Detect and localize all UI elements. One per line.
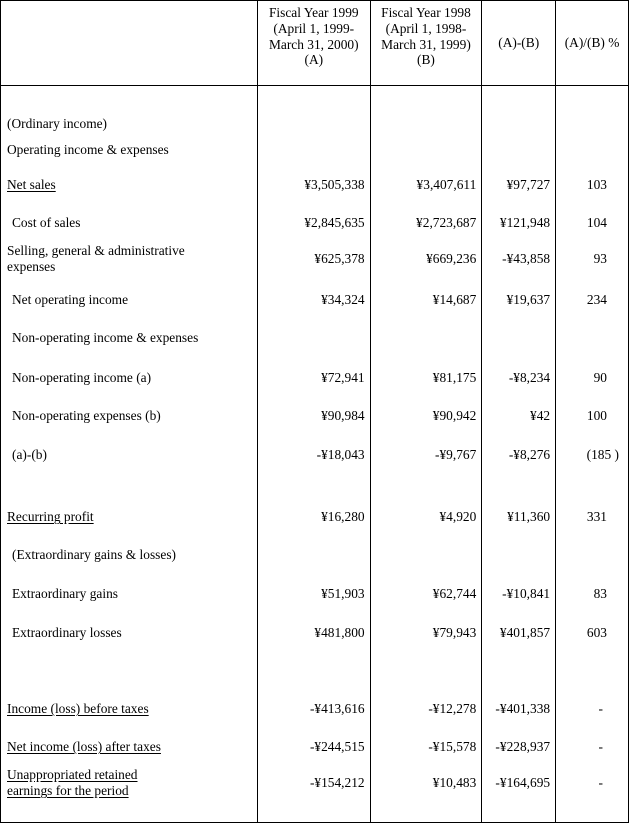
fy1998-value: -¥9,767	[435, 447, 477, 463]
fy1999-column	[257, 86, 370, 823]
difference-value: -¥43,858	[502, 251, 551, 267]
ratio-value: 100	[586, 408, 607, 424]
row-label-text: Selling, general & administrative	[7, 243, 185, 259]
difference-value: ¥401,857	[499, 625, 551, 641]
fy1998-value: ¥4,920	[439, 509, 477, 525]
row-label-text: Non-operating income & expenses	[12, 330, 199, 346]
row-label-text: expenses	[7, 258, 56, 274]
header-row	[1, 1, 629, 86]
header-fy1999: Fiscal Year 1999 (April 1, 1999- March 31, 2000) (A)	[257, 1, 370, 86]
ratio-value: (185 )	[586, 447, 619, 463]
ratio-value: 93	[593, 251, 607, 267]
ratio-value: 331	[586, 509, 607, 525]
ratio-value: 103	[586, 177, 607, 193]
fy1998-value: ¥81,175	[432, 370, 477, 386]
row-label	[7, 243, 253, 275]
fy1999-value: ¥90,984	[321, 408, 365, 424]
row-label	[7, 767, 253, 799]
difference-value: ¥42	[530, 408, 551, 424]
row-label	[12, 586, 253, 602]
difference-value: ¥11,360	[507, 509, 551, 525]
difference-value: ¥97,727	[506, 177, 551, 193]
fy1999-value: ¥481,800	[314, 625, 365, 641]
fy1999-value: ¥34,324	[321, 292, 365, 308]
fy1999-value: -¥18,043	[316, 447, 365, 463]
fy1998-value: ¥669,236	[426, 251, 477, 267]
fy1998-value: ¥10,483	[432, 775, 477, 791]
row-label	[12, 292, 253, 308]
ratio-value: -	[598, 701, 603, 717]
fy1999-value: ¥625,378	[314, 251, 365, 267]
row-label-text: earnings for the period	[7, 782, 129, 798]
fy1998-value: ¥62,744	[432, 586, 477, 602]
fy1998-value: -¥12,278	[428, 701, 477, 717]
difference-value: ¥19,637	[506, 292, 551, 308]
fy1998-value: ¥79,943	[432, 625, 477, 641]
fy1998-value: ¥90,942	[432, 408, 477, 424]
header-fy1998: Fiscal Year 1998 (April 1, 1998- March 31, 1999) (B)	[370, 1, 482, 86]
fy1999-value: ¥16,280	[321, 509, 365, 525]
difference-value: -¥10,841	[502, 586, 551, 602]
row-label	[7, 701, 253, 717]
fy1999-value: ¥51,903	[321, 586, 365, 602]
row-label-text: Net income (loss) after taxes	[7, 739, 161, 755]
ratio-value: -	[598, 739, 603, 755]
row-label	[12, 215, 253, 231]
difference-value: -¥228,937	[495, 739, 551, 755]
row-label-text: (Extraordinary gains & losses)	[12, 547, 176, 563]
ratio-value: 90	[593, 370, 607, 386]
row-label	[12, 547, 253, 563]
ratio-value: -	[598, 775, 603, 791]
ratio-value: 234	[586, 292, 607, 308]
header-blank-cell	[1, 1, 258, 86]
fy1998-value: ¥2,723,687	[416, 215, 477, 231]
row-label	[7, 177, 253, 193]
row-label-text: Operating income & expenses	[7, 142, 169, 158]
row-label-text: Non-operating income (a)	[12, 370, 152, 386]
difference-value: -¥401,338	[495, 701, 551, 717]
row-label-text: Extraordinary losses	[12, 625, 122, 641]
ratio-value: 83	[593, 586, 607, 602]
row-label-text: (Ordinary income)	[7, 116, 108, 132]
fy1999-value: ¥2,845,635	[304, 215, 365, 231]
row-label	[12, 330, 253, 346]
difference-value: -¥8,234	[508, 370, 551, 386]
row-label-text: Unappropriated retained	[7, 767, 138, 783]
ratio-value: 603	[586, 625, 607, 641]
fy1999-value: ¥72,941	[321, 370, 365, 386]
label-column	[1, 86, 258, 823]
row-label	[12, 408, 253, 424]
fy1998-value: ¥14,687	[432, 292, 477, 308]
header-difference: (A)-(B)	[482, 1, 556, 86]
difference-column	[482, 86, 556, 823]
fy1999-value: -¥244,515	[309, 739, 365, 755]
header-ratio: (A)/(B) %	[556, 1, 629, 86]
row-label	[7, 116, 253, 132]
row-label	[7, 509, 253, 525]
body-row	[1, 86, 629, 823]
row-label-text: Cost of sales	[12, 215, 81, 231]
row-label-text: (a)-(b)	[12, 447, 47, 463]
row-label-text: Recurring profit	[7, 509, 94, 525]
fy1999-value: -¥154,212	[309, 775, 365, 791]
difference-value: ¥121,948	[499, 215, 551, 231]
row-label	[12, 625, 253, 641]
row-label	[7, 739, 253, 755]
difference-value: -¥8,276	[508, 447, 551, 463]
ratio-value: 104	[586, 215, 607, 231]
row-label-text: Net operating income	[12, 292, 129, 308]
row-label	[12, 447, 253, 463]
row-label-text: Extraordinary gains	[12, 586, 118, 602]
fy1998-value: ¥3,407,611	[416, 177, 477, 193]
row-label-text: Non-operating expenses (b)	[12, 408, 161, 424]
row-label-text: Income (loss) before taxes	[7, 701, 149, 717]
row-label	[12, 370, 253, 386]
fy1999-value: ¥3,505,338	[304, 177, 365, 193]
fy1999-value: -¥413,616	[309, 701, 365, 717]
fy1998-value: -¥15,578	[428, 739, 477, 755]
difference-value: -¥164,695	[495, 775, 551, 791]
row-label-text: Net sales	[7, 177, 56, 193]
fy1998-column	[370, 86, 482, 823]
row-label	[7, 142, 253, 158]
ratio-column	[556, 86, 629, 823]
